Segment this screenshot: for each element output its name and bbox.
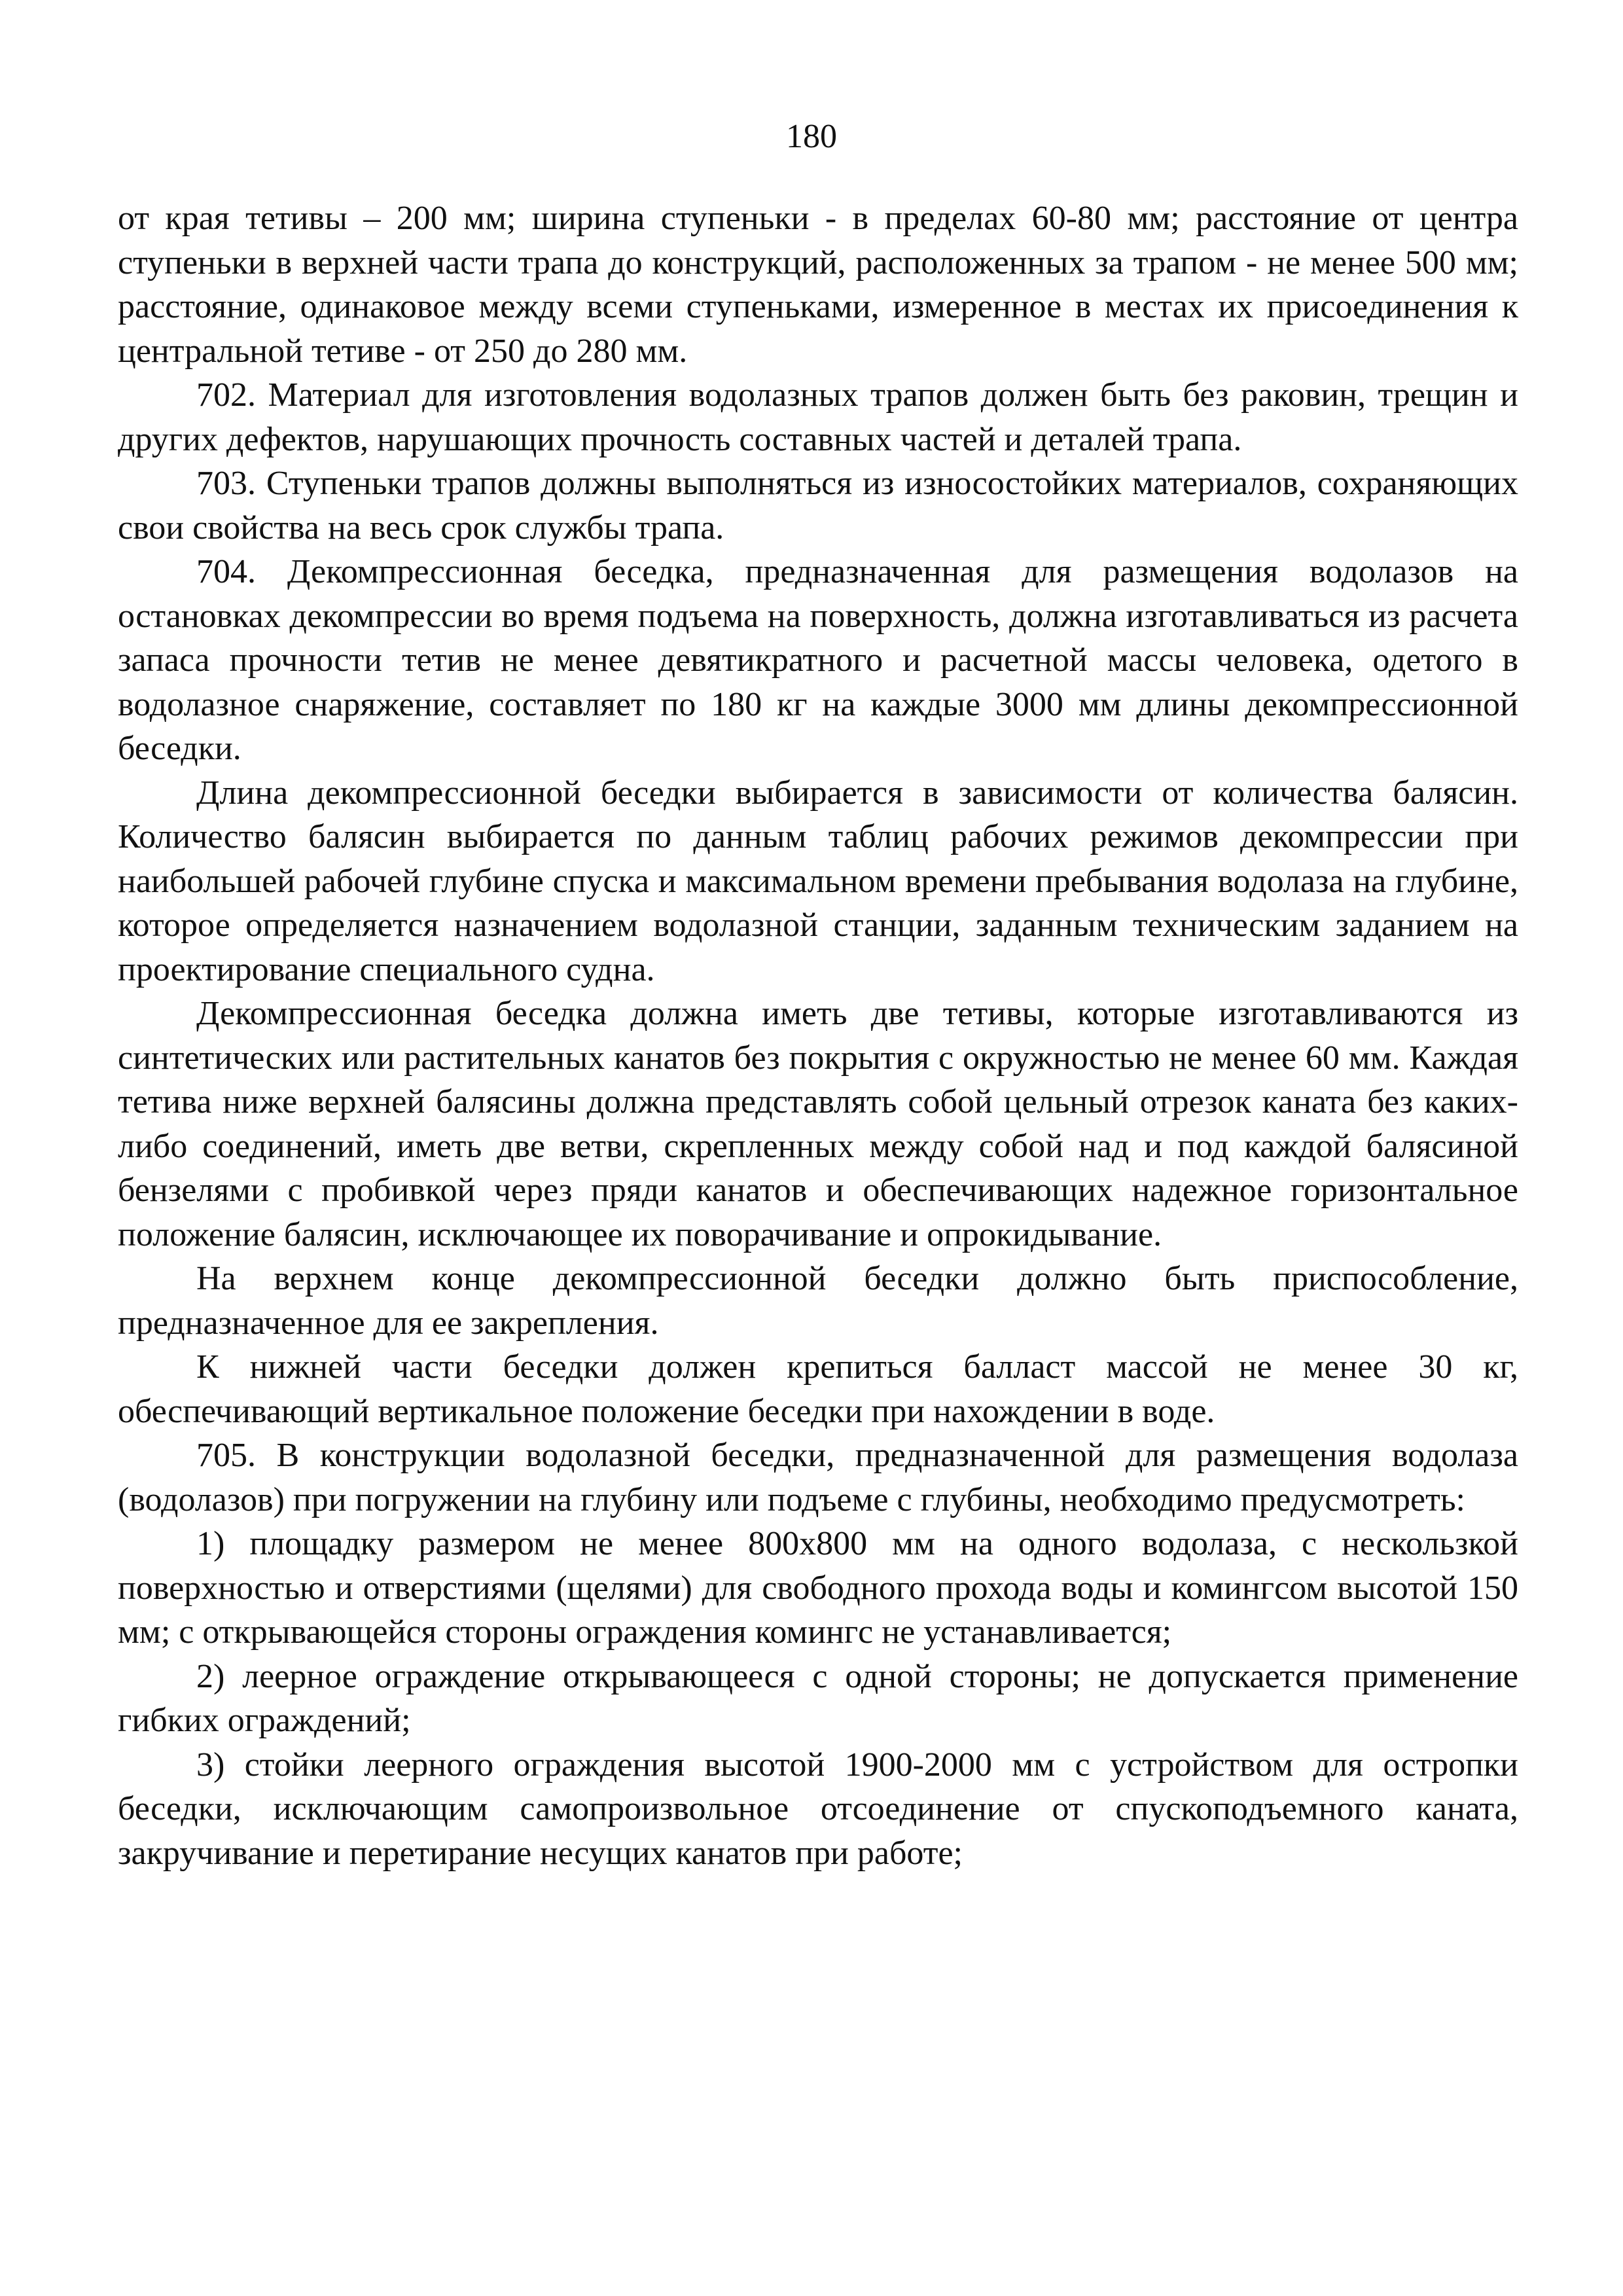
paragraph-704-ballast: К нижней части беседки должен крепиться балласт массой не менее 30 кг, обеспечивающий вертикальное положение беседки при нахождении в воде.: [118, 1348, 1518, 1430]
list-item-2: 2) леерное ограждение открывающееся с одной стороны; не допускается применение гибких ограждений;: [118, 1657, 1518, 1739]
list-item-1: 1) площадку размером не менее 800х800 мм на одного водолаза, с нескользкой поверхностью и отверстиями (щелями) для свободного прохода воды и комингсом высотой 150 мм; с открывающейся стороны ограждения комингс не устанавливается;: [118, 1525, 1518, 1651]
paragraph-704-tetivy: Декомпрессионная беседка должна иметь две тетивы, которые изготавливаются из синтетических или растительных канатов без покрытия с окружностью не менее 60 мм. Каждая тетива ниже верхней балясины должна представлять собой цельный отрезок каната без каких-либо соединений, иметь две ветви, скрепленных между собой над и под каждой балясиной бензелями с пробивкой через пряди канатов и обеспечивающих надежное горизонтальное положение балясин, исключающее их поворачивание и опрокидывание.: [118, 995, 1518, 1253]
paragraph-704-upper-end: На верхнем конце декомпрессионной беседки должно быть приспособление, предназначенное для ее закрепления.: [118, 1260, 1518, 1342]
page-number: 180: [786, 118, 837, 155]
document-body: [118, 196, 1518, 1875]
paragraph-705: 705. В конструкции водолазной беседки, предназначенной для размещения водолаза (водолазов) при погружении на глубину или подъеме с глубины, необходимо предусмотреть:: [118, 1437, 1518, 1518]
paragraph-703: 703. Ступеньки трапов должны выполняться из износостойких материалов, сохраняющих свои свойства на весь срок службы трапа.: [118, 465, 1518, 547]
paragraph-704-length: Длина декомпрессионной беседки выбирается в зависимости от количества балясин. Количество балясин выбирается по данным таблиц рабочих режимов декомпрессии при наибольшей рабочей глубине спуска и максимальном времени пребывания водолаза на глубине, которое определяется назначением водолазной станции, заданным техническим заданием на проектирование специального судна.: [118, 774, 1518, 988]
paragraph-continuation: от края тетивы – 200 мм; ширина ступеньки - в пределах 60-80 мм; расстояние от центра ступеньки в верхней части трапа до конструкций, расположенных за трапом - не менее 500 мм; расстояние, одинаковое между всеми ступеньками, измеренное в местах их присоединения к центральной тетиве - от 250 до 280 мм.: [118, 200, 1518, 370]
paragraph-704: 704. Декомпрессионная беседка, предназначенная для размещения водолазов на остановках декомпрессии во время подъема на поверхность, должна изготавливаться из расчета запаса прочности тетив не менее девятикратного и расчетной массы человека, одетого в водолазное снаряжение, составляет по 180 кг на каждые 3000 мм длины декомпрессионной беседки.: [118, 553, 1518, 767]
list-item-3: 3) стойки леерного ограждения высотой 1900-2000 мм с устройством для остропки беседки, исключающим самопроизвольное отсоединение от спускоподъемного каната, закручивание и перетирание несущих канатов при работе;: [118, 1746, 1518, 1872]
paragraph-702: 702. Материал для изготовления водолазных трапов должен быть без раковин, трещин и других дефектов, нарушающих прочность составных частей и деталей трапа.: [118, 376, 1518, 458]
